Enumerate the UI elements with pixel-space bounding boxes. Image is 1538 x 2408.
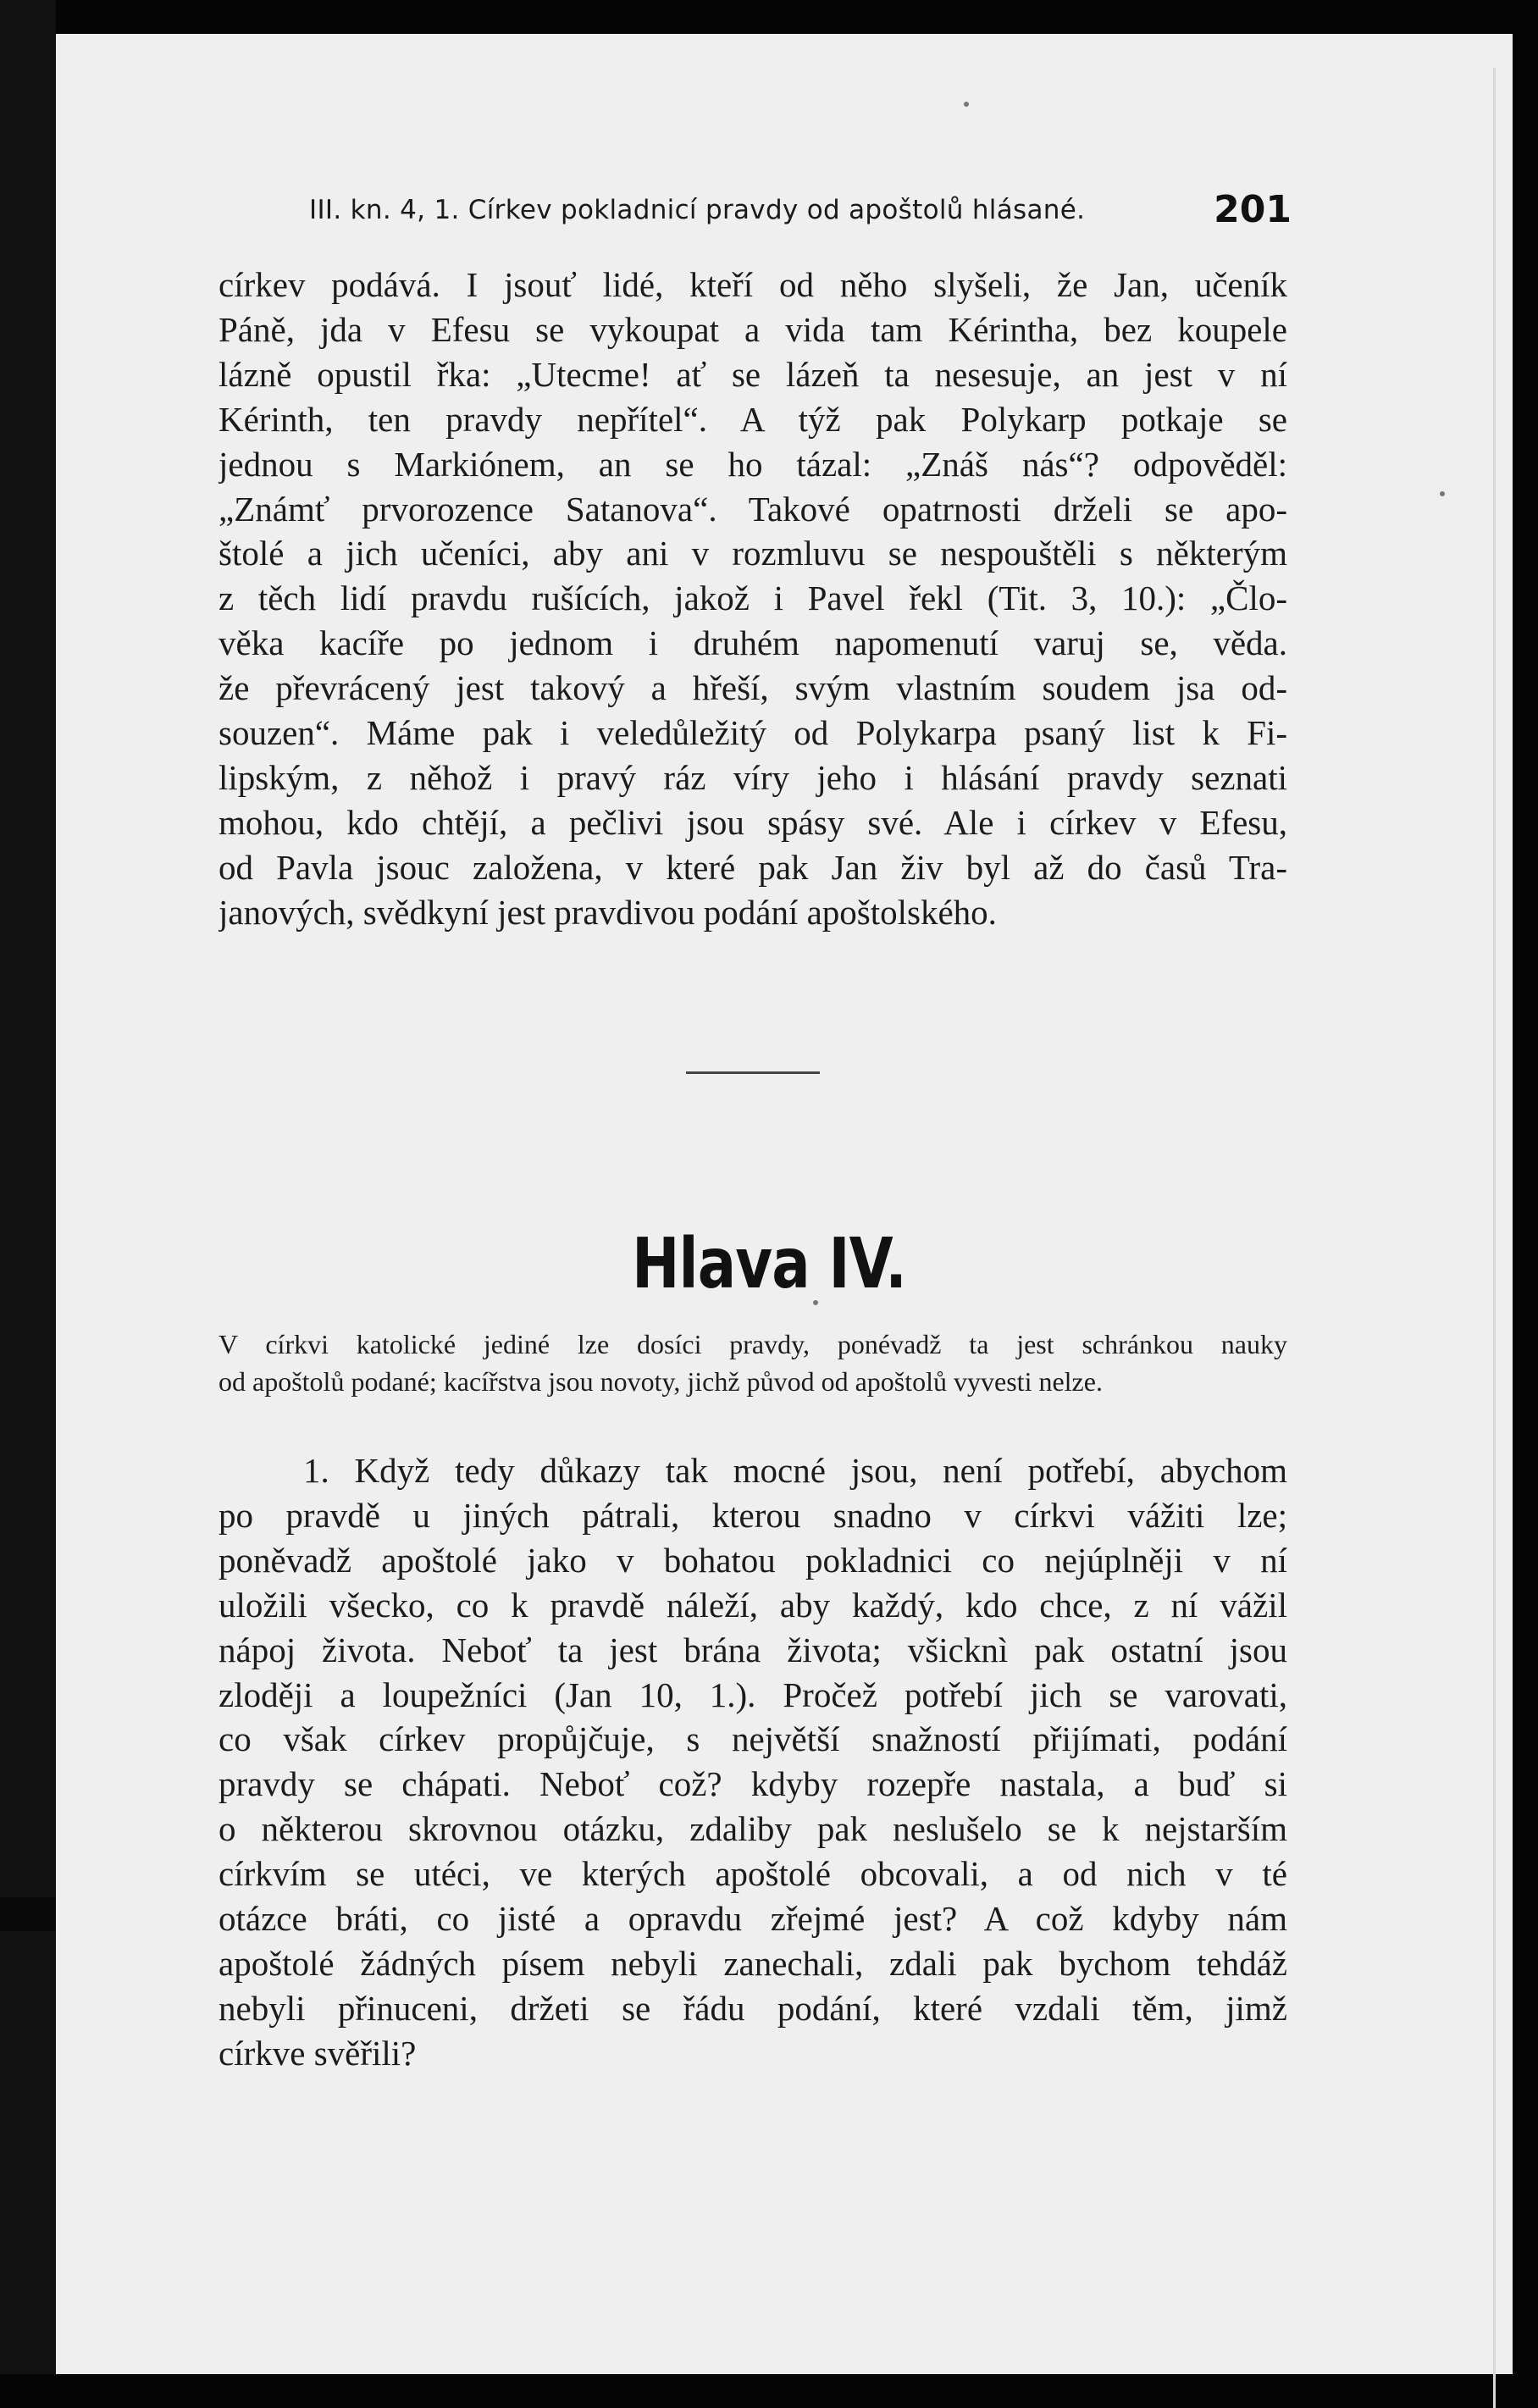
text-line: církev podává. I jsouť lidé, kteří od něho slyšeli, že Jan, učeník <box>219 265 1287 304</box>
text-line: Kérinth, ten pravdy nepřítel“. A týž pak Polykarp potkaje se <box>219 399 1287 439</box>
summary-line: V církvi katolické jediné lze dosíci pravdy, ponévadž ta jest schránkou nauky <box>219 1329 1287 1359</box>
text-line: otázce bráti, co jisté a opravdu zřejmé jest? A což kdyby nám <box>219 1899 1287 1939</box>
section-divider <box>686 1071 820 1074</box>
text-line: nebyli přinuceni, držeti se řádu podání, které vzdali těm, jimž <box>219 1988 1287 2028</box>
text-line: že převrácený jest takový a hřeší, svým vlastním soudem jsa od- <box>219 668 1287 708</box>
text-line: zloději a loupežníci (Jan 10, 1.). Pročež potřebí jich se varovati, <box>219 1675 1287 1714</box>
text-line: apoštolé žádných písem nebyli zanechali, zdali pak bychom tehdáž <box>219 1943 1287 1983</box>
text-line: lipským, z něhož i pravý ráz víry jeho i hlásání pravdy seznati <box>219 757 1287 797</box>
text-line: církvím se utéci, ve kterých apoštolé obcovali, a od nich v té <box>219 1854 1287 1894</box>
text-line: po pravdě u jiných pátrali, kterou snadno v církvi vážiti lze; <box>219 1495 1287 1535</box>
text-line: uložili všecko, co k pravdě náleží, aby každý, kdo chce, z ní vážil <box>219 1585 1287 1625</box>
text-line: od Pavla jsouc založena, v které pak Jan živ byl až do časů Tra- <box>219 847 1287 887</box>
text-line: co však církev propůjčuje, s největší snažností přijímati, podání <box>219 1719 1287 1759</box>
text-line: mohou, kdo chtějí, a pečlivi jsou spásy své. Ale i církev v Efesu, <box>219 802 1287 842</box>
paragraph-2 <box>219 1448 1287 2076</box>
paragraph-1 <box>219 263 1287 935</box>
scan-binding-margin <box>0 0 56 2374</box>
text-line: janových, svědkyní jest pravdivou podání apoštolského. <box>219 892 997 932</box>
text-line: věka kacíře po jednom i druhém napomenutí varuj se, věda. <box>219 623 1287 663</box>
text-line: štolé a jich učeníci, aby ani v rozmluvu se nespouštěli s některým <box>219 534 1287 573</box>
text-line: lázně opustil řka: „Utecme! ať se lázeň ta nesesuje, an jest v ní <box>219 354 1287 394</box>
page-number: 201 <box>1214 188 1292 231</box>
chapter-summary <box>219 1326 1287 1400</box>
text-line: „Známť prvorozence Satanova“. Takové opatrnosti drželi se apo- <box>219 489 1287 529</box>
text-line: jednou s Markiónem, an se ho tázal: „Znáš nás“? odpověděl: <box>219 444 1287 484</box>
scan-speck <box>964 102 969 107</box>
text-line: nápoj života. Neboť ta jest brána života; všicknì pak ostatní jsou <box>219 1630 1287 1669</box>
text-line: poněvadž apoštolé jako v bohatou pokladnici co nejúplněji v ní <box>219 1540 1287 1580</box>
page-edge-line <box>1493 68 1496 2408</box>
page-header <box>309 188 1292 239</box>
text-line: Páně, jda v Efesu se vykoupat a vida tam Kérintha, bez koupele <box>219 309 1287 349</box>
chapter-title: Hlava IV. <box>632 1224 906 1304</box>
scan-speck <box>1440 491 1445 496</box>
text-line: pravdy se chápati. Neboť což? kdyby rozepře nastala, a buď si <box>219 1764 1287 1804</box>
text-line: 1. Když tedy důkazy tak mocné jsou, není potřebí, abychom <box>303 1451 1287 1490</box>
text-line: souzen“. Máme pak i veledůležitý od Polykarpa psaný list k Fi- <box>219 713 1287 753</box>
text-line: z těch lidí pravdu rušících, jakož i Pavel řekl (Tit. 3, 10.): „Člo- <box>219 578 1287 618</box>
running-head: III. kn. 4, 1. Církev pokladnicí pravdy od apoštolů hlásané. <box>309 195 1086 225</box>
summary-line: od apoštolů podané; kacířstva jsou novoty, jichž původ od apoštolů vyvesti nelze. <box>219 1366 1103 1397</box>
text-line: církve svěřili? <box>219 2033 417 2073</box>
text-line: o některou skrovnou otázku, zdaliby pak neslušelo se k nejstarším <box>219 1809 1287 1849</box>
